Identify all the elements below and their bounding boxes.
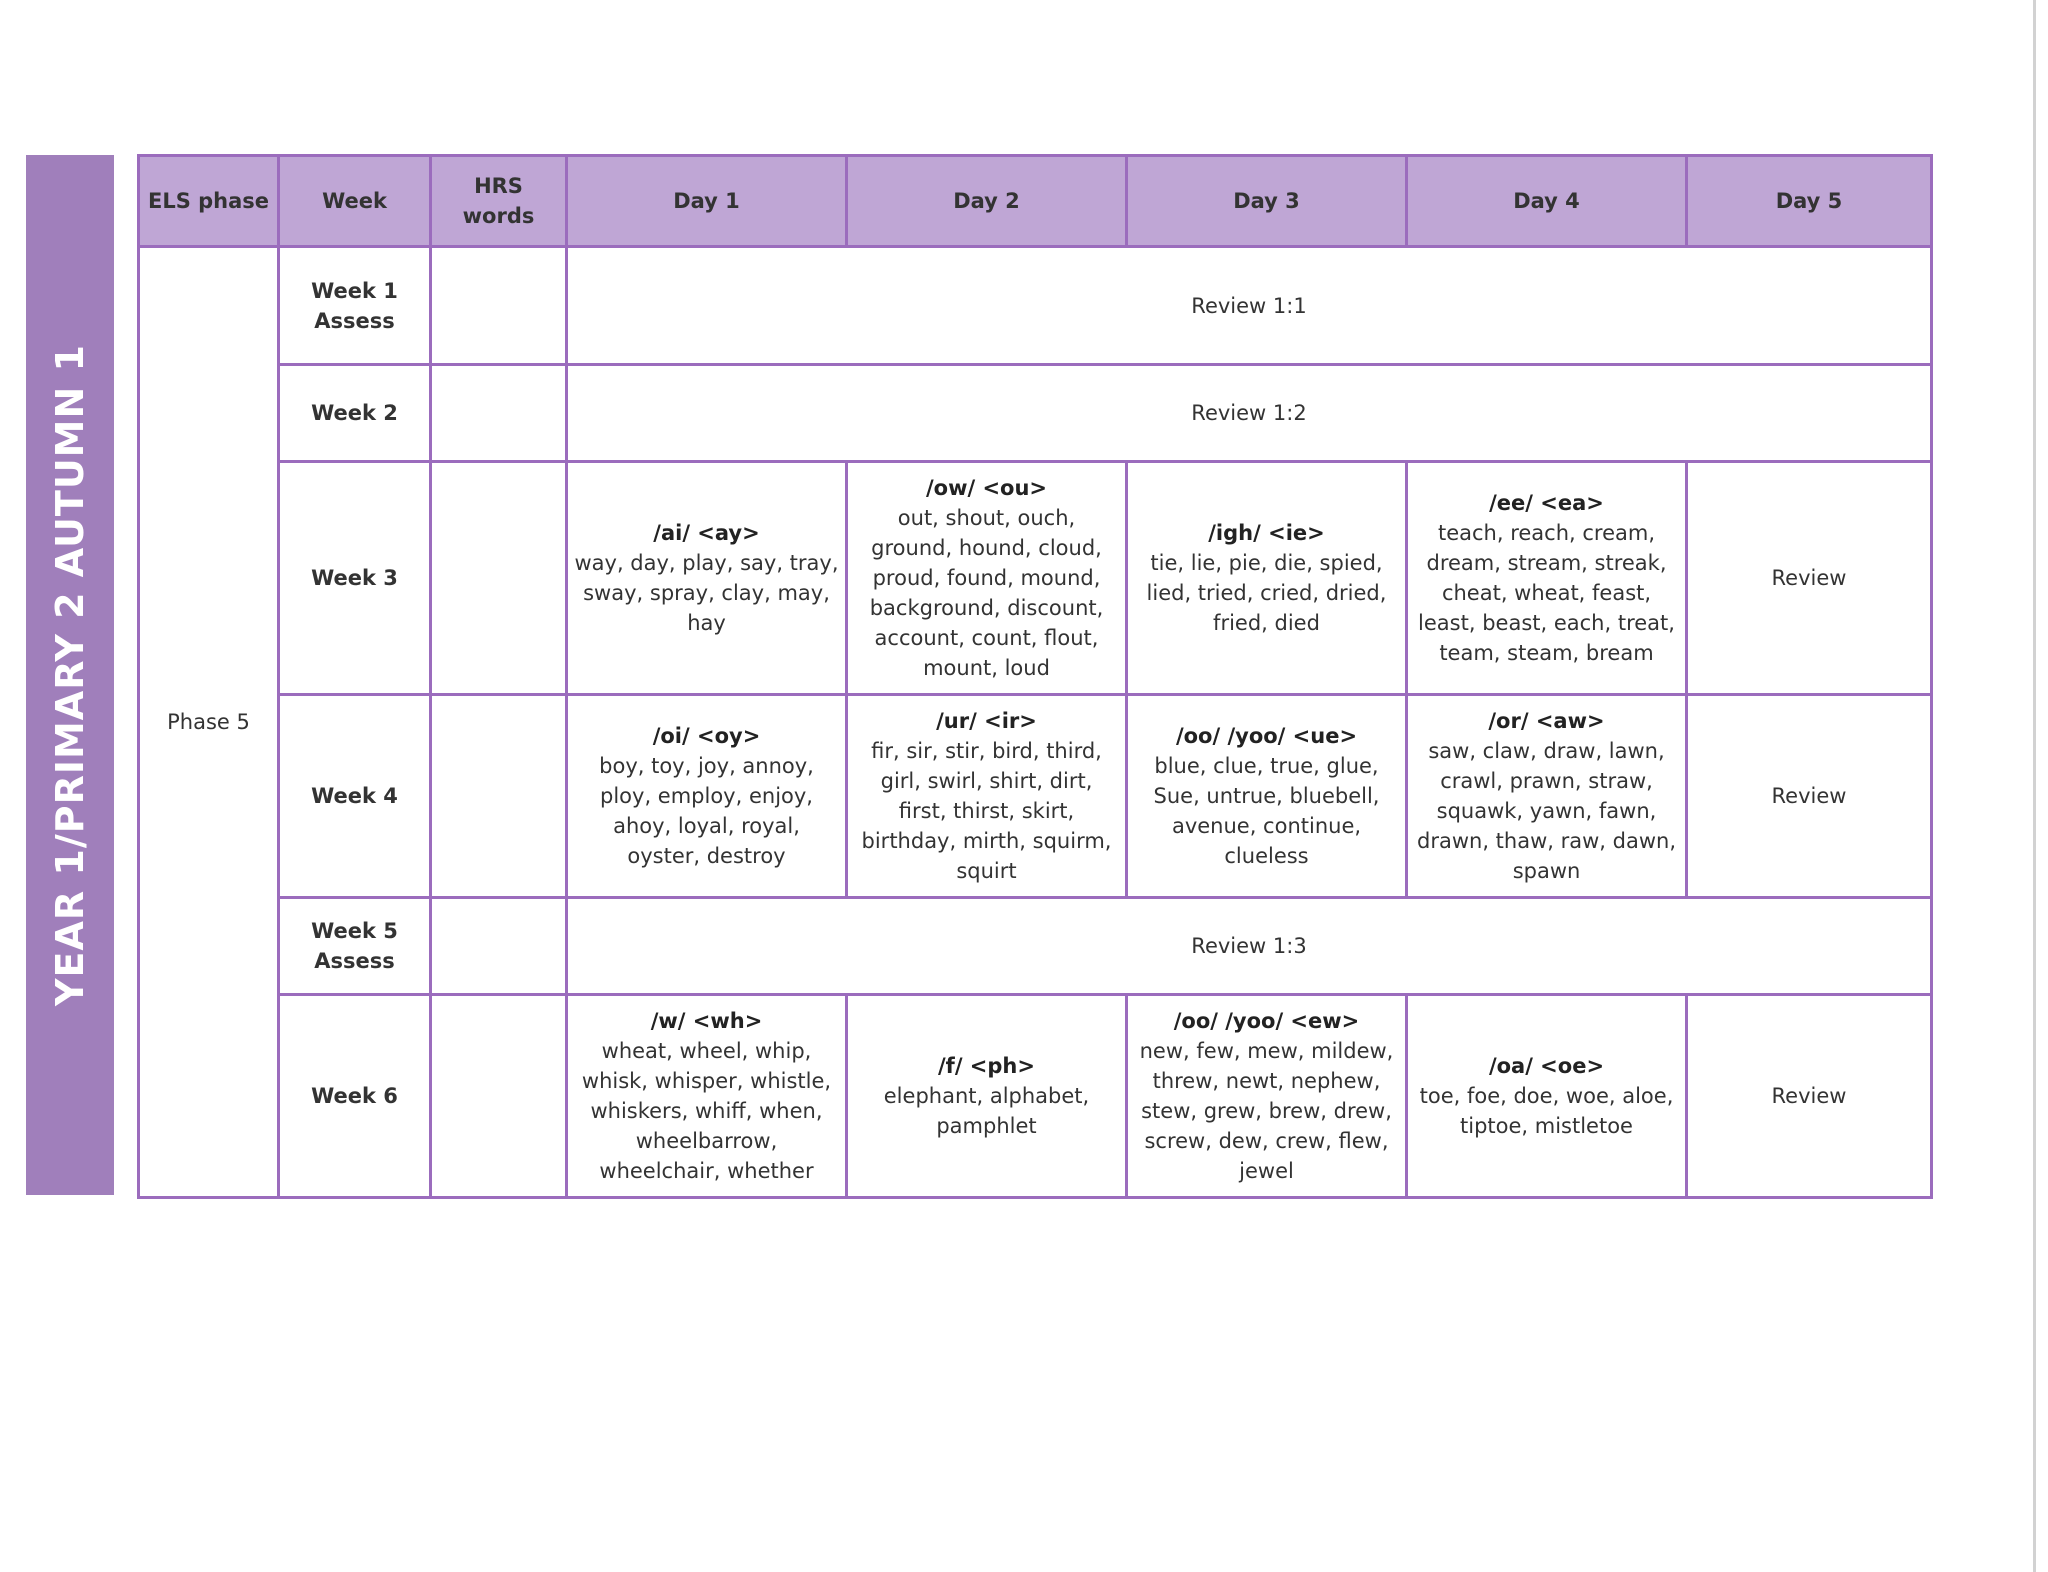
header-els-phase: ELS phase bbox=[139, 156, 279, 247]
grapheme-heading: /ai/ <ay> bbox=[653, 521, 760, 545]
table-row bbox=[139, 462, 1932, 695]
day-4-cell bbox=[1407, 995, 1687, 1198]
week-cell: Week 1 Assess bbox=[279, 247, 431, 365]
grapheme-heading: /oi/ <oy> bbox=[652, 724, 761, 748]
day-1-cell bbox=[567, 695, 847, 898]
phonics-plan-table bbox=[137, 154, 1933, 1199]
review-cell: Review 1:3 bbox=[567, 898, 1932, 995]
day-3-cell bbox=[1127, 995, 1407, 1198]
day-2-cell bbox=[847, 995, 1127, 1198]
header-hrs-words: HRS words bbox=[431, 156, 567, 247]
grapheme-heading: /oo/ /yoo/ <ue> bbox=[1175, 724, 1358, 748]
day-4-cell bbox=[1407, 462, 1687, 695]
word-list: out, shout, ouch, ground, hound, cloud, proud, found, mound, background, discount, account, count, flout, mount, loud bbox=[869, 506, 1104, 680]
header-day-5: Day 5 bbox=[1687, 156, 1932, 247]
word-list: wheat, wheel, whip, whisk, whisper, whistle, whiskers, whiff, when, wheelbarrow, wheelchair, whether bbox=[581, 1039, 832, 1183]
week-cell: Week 5 Assess bbox=[279, 898, 431, 995]
word-list: teach, reach, cream, dream, stream, streak, cheat, wheat, feast, least, beast, each, treat, team, steam, bream bbox=[1418, 521, 1675, 665]
hrs-words-cell bbox=[431, 247, 567, 365]
word-list: fir, sir, stir, bird, third, girl, swirl, shirt, dirt, first, thirst, skirt, birthday, mirth, squirm, squirt bbox=[861, 739, 1112, 883]
hrs-words-cell bbox=[431, 995, 567, 1198]
week-cell: Week 6 bbox=[279, 995, 431, 1198]
grapheme-heading: /or/ <aw> bbox=[1488, 709, 1605, 733]
day-5-cell: Review bbox=[1687, 462, 1932, 695]
day-1-cell bbox=[567, 462, 847, 695]
grapheme-heading: /oa/ <oe> bbox=[1488, 1054, 1605, 1078]
hrs-words-cell bbox=[431, 695, 567, 898]
day-4-cell bbox=[1407, 695, 1687, 898]
hrs-words-cell bbox=[431, 898, 567, 995]
grapheme-heading: /f/ <ph> bbox=[938, 1054, 1035, 1078]
word-list: saw, claw, draw, lawn, crawl, prawn, straw, squawk, yawn, fawn, drawn, thaw, raw, dawn, spawn bbox=[1417, 739, 1676, 883]
word-list: elephant, alphabet, pamphlet bbox=[883, 1084, 1090, 1138]
week-cell: Week 3 bbox=[279, 462, 431, 695]
day-3-cell bbox=[1127, 462, 1407, 695]
word-list: new, few, mew, mildew, threw, newt, nephew, stew, grew, brew, drew, screw, dew, crew, flew, jewel bbox=[1139, 1039, 1394, 1183]
day-1-cell bbox=[567, 995, 847, 1198]
table-row bbox=[139, 365, 1932, 462]
word-list: boy, toy, joy, annoy, ploy, employ, enjoy, ahoy, loyal, royal, oyster, destroy bbox=[599, 754, 814, 868]
header-week: Week bbox=[279, 156, 431, 247]
table-row bbox=[139, 695, 1932, 898]
word-list: tie, lie, pie, die, spied, lied, tried, cried, dried, fried, died bbox=[1146, 551, 1387, 635]
hrs-words-cell bbox=[431, 462, 567, 695]
side-banner bbox=[26, 155, 114, 1195]
day-2-cell bbox=[847, 695, 1127, 898]
phase-cell: Phase 5 bbox=[139, 247, 279, 1198]
hrs-words-cell bbox=[431, 365, 567, 462]
grapheme-heading: /ur/ <ir> bbox=[936, 709, 1037, 733]
grapheme-heading: /igh/ <ie> bbox=[1208, 521, 1325, 545]
header-day-2: Day 2 bbox=[847, 156, 1127, 247]
grapheme-heading: /w/ <wh> bbox=[650, 1009, 763, 1033]
scrollbar-edge[interactable] bbox=[2033, 0, 2036, 1572]
review-cell: Review 1:1 bbox=[567, 247, 1932, 365]
grapheme-heading: /ow/ <ou> bbox=[925, 476, 1048, 500]
review-cell: Review 1:2 bbox=[567, 365, 1932, 462]
day-3-cell bbox=[1127, 695, 1407, 898]
table-row bbox=[139, 898, 1932, 995]
header-row bbox=[139, 156, 1932, 247]
day-5-cell: Review bbox=[1687, 995, 1932, 1198]
word-list: way, day, play, say, tray, sway, spray, clay, may, hay bbox=[574, 551, 839, 635]
word-list: toe, foe, doe, woe, aloe, tiptoe, mistletoe bbox=[1419, 1084, 1674, 1138]
table-row bbox=[139, 247, 1932, 365]
word-list: blue, clue, true, glue, Sue, untrue, bluebell, avenue, continue, clueless bbox=[1153, 754, 1380, 868]
header-day-3: Day 3 bbox=[1127, 156, 1407, 247]
week-cell: Week 4 bbox=[279, 695, 431, 898]
banner-title: YEAR 1/PRIMARY 2 AUTUMN 1 bbox=[48, 344, 92, 1006]
header-day-4: Day 4 bbox=[1407, 156, 1687, 247]
grapheme-heading: /ee/ <ea> bbox=[1489, 491, 1604, 515]
day-2-cell bbox=[847, 462, 1127, 695]
table-row bbox=[139, 995, 1932, 1198]
grapheme-heading: /oo/ /yoo/ <ew> bbox=[1173, 1009, 1360, 1033]
header-day-1: Day 1 bbox=[567, 156, 847, 247]
week-cell: Week 2 bbox=[279, 365, 431, 462]
day-5-cell: Review bbox=[1687, 695, 1932, 898]
